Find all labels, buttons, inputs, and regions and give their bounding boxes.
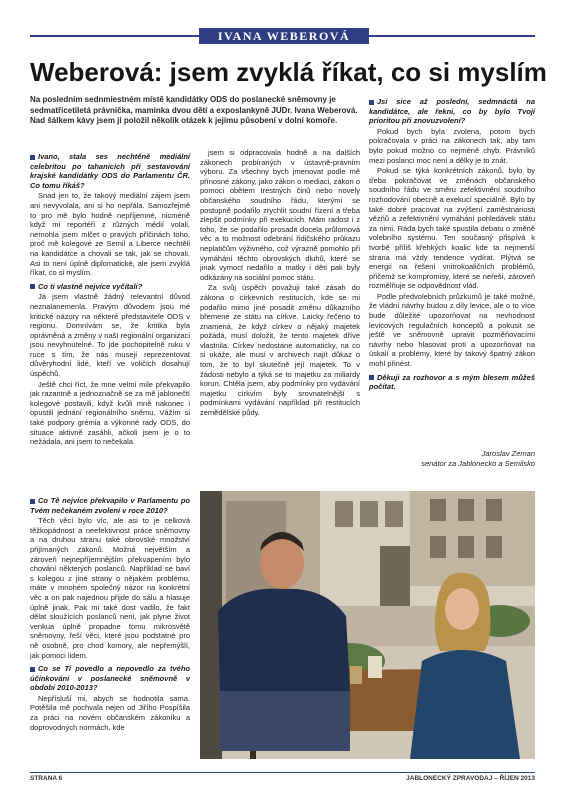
column-2 <box>200 148 360 419</box>
answer-paragraph: Pokud bych byla zvolena, potom bych pokračovala v práci na zákonech tak, aby tam bylo pokud možno co nejméně chyb. Právníků mezi poslanci moc není a dělky je to znát. <box>369 126 535 165</box>
question-bullet <box>369 375 374 380</box>
answer-paragraph: Těch věcí bylo víc, ale asi to je celková těžkopádnost a neefektivnost práce sněmovny a na druhou stranu také obrovské množství přijímaných zákonů. Možná největším a zároveň nejnepříjemnějším překvapením bylo chování některých poslanců. Například se baví s kolegou z jiné strany o nějakém problému, máte v mnohém společný názor na konkrétní věc a on pak najednou přijde do sálu a hlasuje úplně jinak. Pak mi také dost vadilo, že fakt dělat sloužících poslanců není, jak plyne život venkua úplně propadne tomu mikrosvětě sněmovny, řeší věci, které jsou podstatné pro ně osobně, pro chod komory, ale nepřemýšlí, jak pomoci lidem. <box>30 516 190 660</box>
column-3 <box>369 93 535 393</box>
interview-question: Co ti vlastně nejvíce vyčítali? <box>30 282 190 292</box>
footer-rule <box>30 772 535 773</box>
interview-question: Děkuji za rozhovor a s mým blesem můžeš počítat. <box>369 372 535 392</box>
answer-paragraph: Já jsem vlastně žádný relevantní důvod neznalanemenla. Pravým důvodem jsou mé kritické názory na některé představitele ODS v regionu. Domnívám se, že kritika byla oprávněná a změny v naší regionální organizaci jsou nevyhnutelné. To jde pochopitelně ruku v ruce s tím, že nás musejí reprezentovat důvěryhodní lidé, kteří ve voličích dosahují úspěchů. <box>30 292 190 379</box>
interview-question: Jsi sice až poslední, sedmnáctá na kandidátce, ale řekni, co by bylo Tvojí prioritou při znovuzvolení? <box>369 97 535 126</box>
signature-title: senátor za Jablonecko a Semilsko <box>421 458 535 468</box>
signature <box>369 449 535 468</box>
interview-question: Co Tě nejvíce překvapilo v Parlamentu po Tvém nečekaném zvolení v roce 2010? <box>30 496 190 515</box>
question-bullet <box>30 667 35 672</box>
section-banner: IVANA WEBEROVÁ <box>199 28 369 44</box>
article-headline: Weberová: jsem zvyklá říkat, co si myslím <box>30 57 547 87</box>
answer-paragraph: Nepřísluší mi, abych se hodnotila sama. Potěšila mě pochvala nejen od Jiřího Pospíšila za práci na novém občanském zákoníku a doprovodných normách, kde <box>30 693 190 732</box>
interview-question: Ivano, stala ses nechtěně mediální celebritou po tahanicích při sestavování krajské kandidátky ODS do Parlamentu ČR. Co tomu říkáš? <box>30 152 190 190</box>
answer-paragraph: Ještě chci říct, že mne velmi mile překvapilo jak razantně a jednoznačně se za mě jablonečtí kolegové postavili, když kvůli mně nakonec i opustili jednání regionálního sněmu. Vážím si také podpory grémia a výkonné rady ODS, do situace aktivně zasáhli, ačkoli jsem je o to nežádala, ani jsem to nečekala. <box>30 379 190 447</box>
question-bullet <box>30 284 35 289</box>
answer-paragraph: Podle předvolebních průzkumů je také možné, že vládní návrhy budou z díly levice, ale o to více bude důležité upozorňovat na nevhodnost levicových regulačních konceptů a pokusit se ještě ve sněmovně upravit pozměňovacími návrhy nebo hlasovat proti a upozorňovat na úskalí a problémy, které by takový špatný zákon mohl přinést. <box>369 291 535 369</box>
column-1-lower <box>30 492 190 733</box>
signature-name: Jaroslav Zeman <box>481 449 535 458</box>
answer-paragraph: Snad jen to, že takový mediální zájem jsem ani nevyvolala, ani si ho nepřála. Samozřejmě to pro mě bylo hodně nepříjemné, nicméně když mi reportéři z různých médií volali, nemohla jsem mlčet o pravých příčinách toho, proč mě kolegové ze Semil a Liberce nechtěli na kandidátce a chovali se tak, jak se chovali. Asi to není úplně diplomatické, ale jsem zvyklá říkat, co si myslím. <box>30 191 190 278</box>
answer-paragraph: jsem si odpracovala hodně a na dalších zákonech probíraných v ústavně-právním výboru. Za všechny bych jmenovat podle mě přínosné zákony, jako zákon o mediaci, zákon o pomoci obětem trestných činů nebo novely občanského soudního řádu, kterými se postupně podařilo zrychlit soudní řízení a třeba zlepšit podmínky při exekucích. Mám radost i z toho, že se podařilo prosadit docela průlomová věc a to možnost odebrání řidičského průkazu neplatičům výživného, což výrazně pomohlo při vymáhání těchto obrovských dluhů, které se jinak vymoct nedařilo a matky i děti pak byly odkázány na sociální pomoc státu. <box>200 148 360 282</box>
interview-question: Co se Ti povedlo a nepovedlo za tvého účinkování v poslanecké sněmovně v období 2010-2013? <box>30 664 190 693</box>
column-1 <box>30 148 190 448</box>
interview-photo <box>200 491 535 759</box>
question-bullet <box>30 499 35 504</box>
answer-paragraph: Za svůj úspěch považuji také zásah do zákona o církevních restitucích, kde se mi podařilo mimo jiné posadit změnu důkazního břemene ze státu na církve. Laicky řečeno to znamená, že když církev o nějaký majetek požádá, musí doložit, že tento majetek dříve vlastnila. Církev nedostane automaticky, na co si ukáže, ale musí v archivech najít důkaz o tom, že to byl skutečně její majetek. To v žádosti nebylo a týká se to majetku za miliardy korun. Chtěla jsem, aby podmínky pro vydávání majetku církvím byly srovnatelnější s podmínkami vydávání například při restitucích zemědělské půdy. <box>200 283 360 418</box>
page-number: STRANA 6 <box>30 775 63 782</box>
photo-illustration <box>200 491 535 759</box>
article-lead: Na posledním sednmiestném místě kandidátky ODS do poslanecké sněmovny je sedmatřicetiletá právnička, maminka dvou dětí a exposlankyně JUDr. Ivana Weberová. Nad šálkem kávy jsem ji položil několik otázek k jejímu působení v dolní komoře. <box>30 95 358 125</box>
question-bullet <box>30 155 35 160</box>
issue-info: JABLONECKÝ ZPRAVODAJ – ŘÍJEN 2013 <box>406 775 535 782</box>
question-bullet <box>369 100 374 105</box>
answer-paragraph: Pokud se týká konkrétních zákonů, bylo by třeba pokračovat ve změnách občanského soudního řádu ve směru zefektivnění soudního rozhodování obecně a exekucí speciálně. Bylo by také dobré pracovat na zvýšení zaměstnanosti vězňů a zefektivnění vymáhání pohledávek státu za nimi. Ráda bych také spustila debatu o změně volebního systému. Ten současný přispívá k tvorbě příliš křehkých koalic kde ta nejmenší strana má vždy tendence vydírat. Plýtvá se energií na řešení vnitrokoaličních problémů, přičemž se kompromisy, které se neřeší, zároveň rozmělňuje se odpovědnost vlád. <box>369 166 535 291</box>
